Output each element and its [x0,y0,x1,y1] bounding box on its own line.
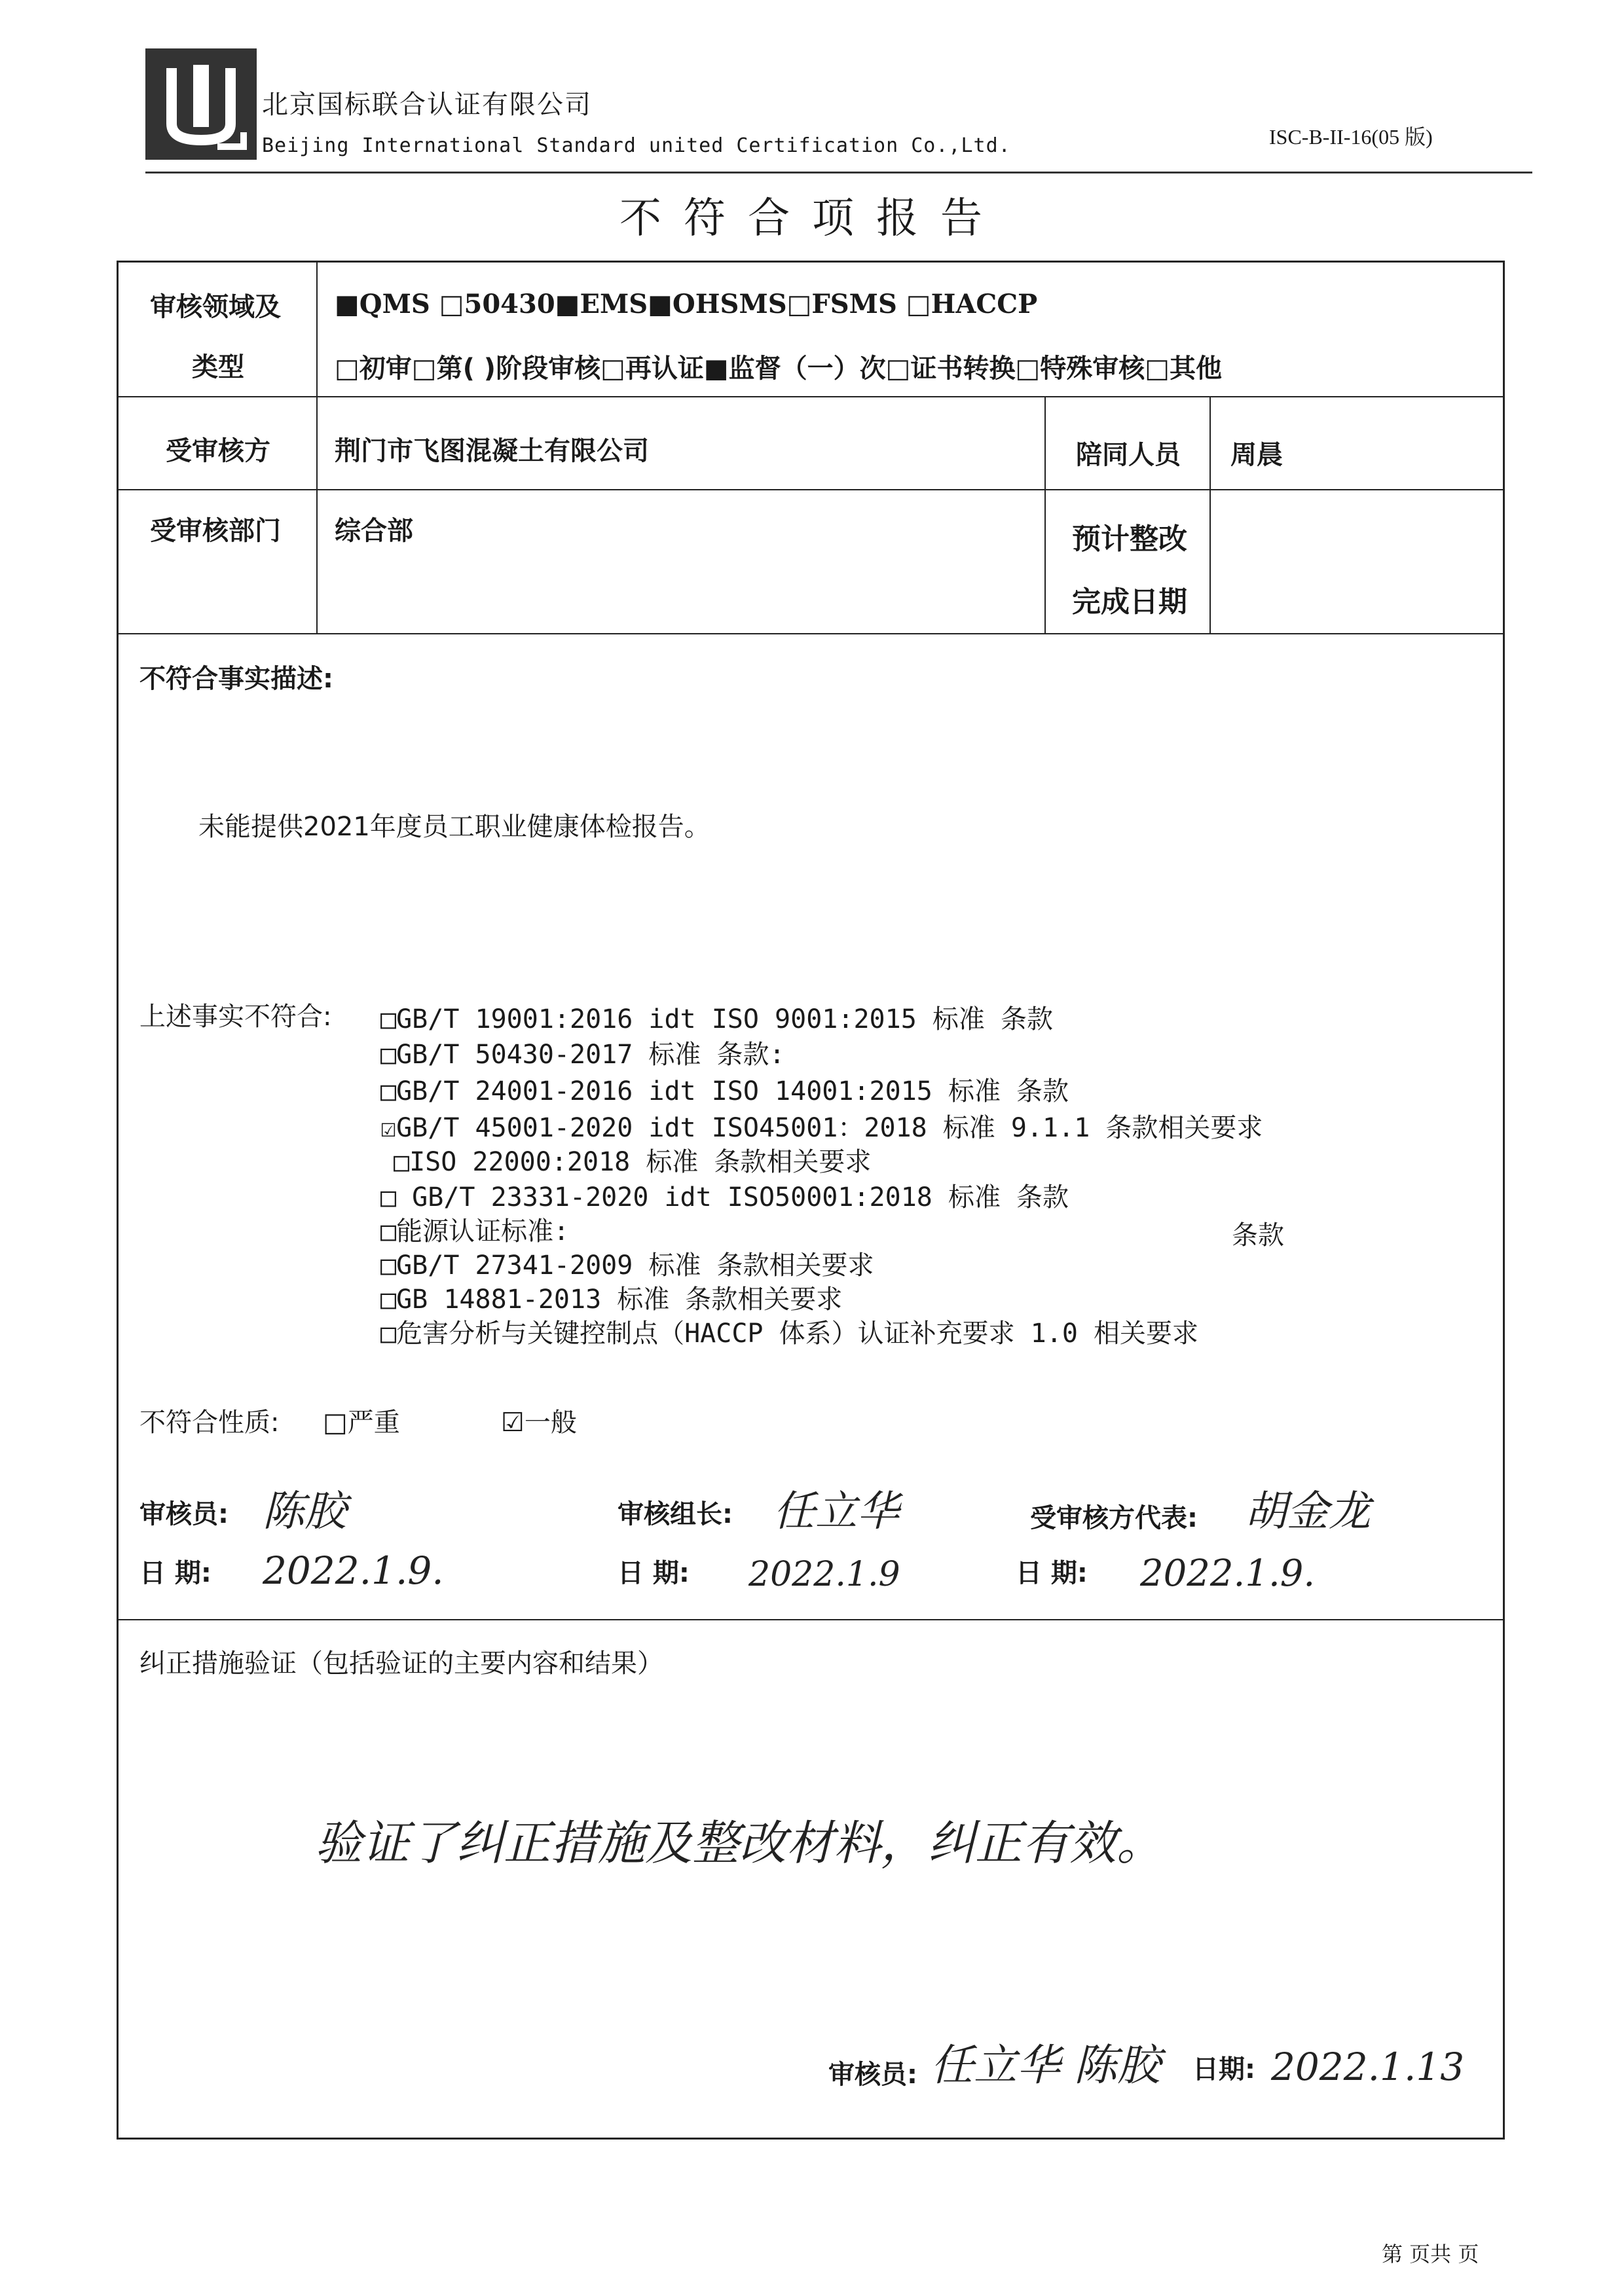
nonconform-label: 上述事实不符合: [139,1002,332,1032]
col-divider [316,263,318,633]
representative-label: 受审核方代表: [1030,1503,1198,1533]
verification-handwritten: 验证了纠正措施及整改材料，纠正有效。 [315,1815,1164,1870]
standard-item: □能源认证标准: [380,1216,570,1247]
row-divider [119,396,1503,397]
company-logo [145,48,257,160]
companion-label: 陪同人员 [1076,440,1181,470]
header-divider [145,172,1532,173]
col-divider [1209,396,1211,633]
standard-item: □GB/T 24001-2016 idt ISO 14001:2015 标准 条款 [380,1076,1069,1106]
verification-auditor-signature: 任立华 陈胶 [931,2040,1160,2090]
auditor-signature: 陈胶 [263,1487,346,1536]
department-label: 受审核部门 [150,516,281,546]
nature-label: 不符合性质: [139,1408,280,1438]
leader-label: 审核组长: [618,1499,733,1529]
auditee-label: 受审核方 [166,436,270,466]
standard-item: □GB/T 27341-2009 标准 条款相关要求 [380,1250,874,1281]
standard-item: ☑GB/T 45001-2020 idt ISO45001：2018 标准 9.1.1 条款相关要求 [380,1113,1263,1143]
standard-item: □危害分析与关键控制点（HACCP 体系）认证补充要求 1.0 相关要求 [380,1319,1198,1349]
report-form [117,261,1505,2140]
nature-serious: □严重 [323,1408,400,1438]
date-handwritten: 2022.1.9. [1140,1552,1316,1595]
audit-field-label: 审核领域及 [150,292,281,322]
date-handwritten: 2022.1.9 [748,1555,900,1594]
verification-auditor-label: 审核员: [828,2060,917,2090]
facts-description: 未能提供2021年度员工职业健康体检报告。 [198,812,710,842]
row-divider [119,489,1503,490]
energy-clause: 条款 [1232,1220,1284,1250]
date-label: 日 期: [139,1558,212,1588]
verification-date: 2022.1.13 [1271,2045,1465,2089]
date-label: 日 期: [618,1558,690,1588]
report-title: 不符合项报告 [619,194,1005,243]
standard-item: □GB/T 19001:2016 idt ISO 9001:2015 标准 条款 [380,1004,1053,1034]
page-number: 第 页共 页 [1382,2242,1479,2267]
standard-item: □GB 14881-2013 标准 条款相关要求 [380,1285,843,1315]
audit-field-label-2: 类型 [192,352,244,382]
companion-value: 周晨 [1230,440,1283,470]
audit-type: □初审□第( )阶段审核□再认证■监督（一）次□证书转换□特殊审核□其他 [335,354,1223,384]
date-label: 日 期: [1016,1558,1088,1588]
company-name-en: Beijing International Standard united Certification Co.,Ltd. [262,134,1011,157]
nature-general: ☑一般 [501,1408,577,1438]
department-value: 综合部 [335,516,413,546]
date-handwritten: 2022.1.9. [263,1548,444,1593]
due-date-label-2: 完成日期 [1072,585,1187,619]
col-divider [1044,396,1046,633]
company-name-cn: 北京国标联合认证有限公司 [262,90,592,120]
verification-date-label: 日期: [1192,2054,1255,2085]
auditee-value: 荆门市飞图混凝土有限公司 [335,436,649,466]
facts-label: 不符合事实描述: [139,664,333,694]
row-divider [119,1619,1503,1620]
row-divider [119,633,1503,634]
form-number: ISC-B-II-16(05 版) [1269,125,1433,149]
standard-item: □GB/T 50430-2017 标准 条款: [380,1040,785,1070]
auditor-label: 审核员: [139,1499,229,1529]
standard-item: □ GB/T 23331-2020 idt ISO50001:2018 标准 条款 [380,1182,1069,1212]
audit-systems: ■QMS □50430■EMS■OHSMS□FSMS □HACCP [335,289,1038,319]
leader-signature: 任立华 [773,1487,899,1536]
due-date-label: 预计整改 [1072,522,1187,556]
verification-label: 纠正措施验证（包括验证的主要内容和结果） [139,1649,663,1679]
representative-signature: 胡金龙 [1245,1487,1371,1536]
standard-item: □ISO 22000:2018 标准 条款相关要求 [394,1147,872,1177]
